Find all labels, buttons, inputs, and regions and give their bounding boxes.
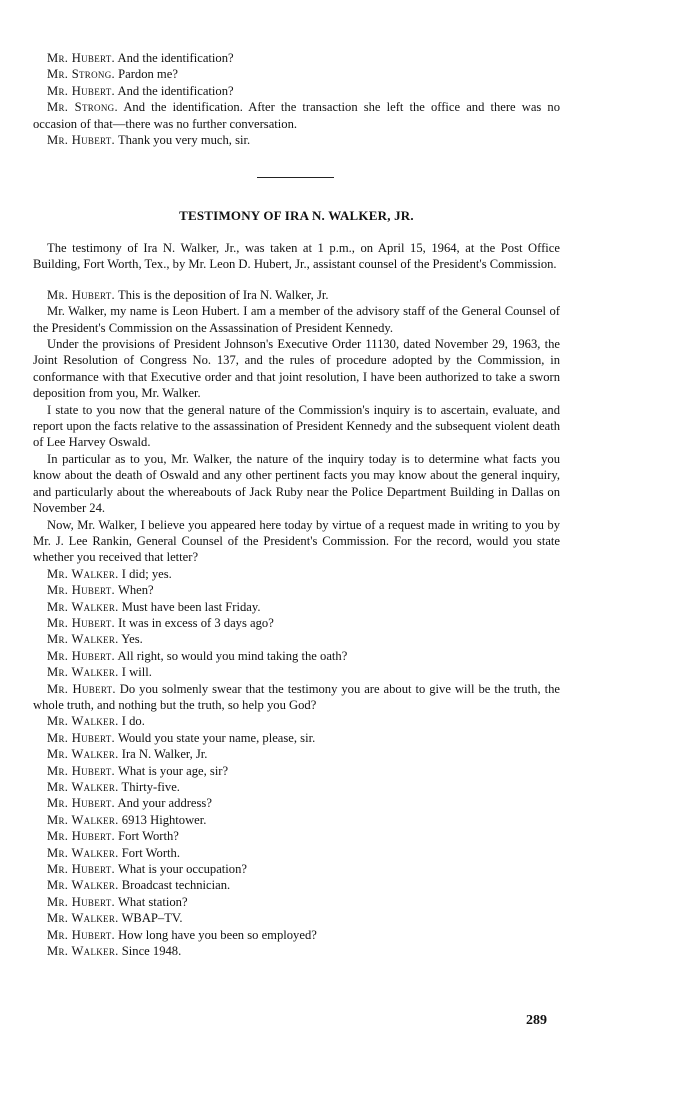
utterance: And the identification? [117, 51, 234, 65]
utterance: When? [117, 583, 154, 598]
speaker: Mr. Hubert. [47, 615, 116, 630]
dialogue-line [33, 402, 560, 451]
section-title: TESTIMONY OF IRA N. WALKER, JR. [179, 208, 414, 223]
speaker: Mr. Hubert. [47, 763, 116, 778]
speaker: Mr. Hubert. [47, 287, 116, 302]
speaker: Mr. Walker. [47, 599, 119, 614]
utterance: I do. [121, 714, 145, 729]
speaker: Mr. Hubert. [47, 730, 116, 745]
speaker: Mr. Walker. [47, 944, 119, 959]
dialogue-line [33, 648, 560, 664]
dialogue-line [33, 517, 560, 566]
dialogue-line [33, 877, 560, 893]
dialogue-line [33, 713, 560, 729]
dialogue-line [33, 763, 560, 779]
paragraph-spacer [33, 273, 560, 287]
speaker: Mr. Hubert. [47, 796, 116, 811]
dialogue-line [33, 132, 560, 148]
utterance: Thank you very much, sir. [117, 133, 251, 148]
utterance: Yes. [121, 632, 143, 647]
utterance: Broadcast technician. [121, 878, 231, 893]
dialogue-line [33, 812, 560, 828]
dialogue-line [33, 943, 560, 959]
utterance: Would you state your name, please, sir. [117, 730, 316, 745]
dialogue-line [33, 845, 560, 861]
page-number: 289 [526, 1013, 547, 1028]
utterance: I will. [121, 665, 152, 680]
utterance: Since 1948. [121, 944, 182, 959]
speaker: Mr. Walker. [47, 632, 119, 647]
utterance: It was in excess of 3 days ago? [118, 615, 274, 630]
dialogue-line [33, 730, 560, 746]
utterance: Under the provisions of President Johnson's Executive Order 11130, dated November 29, 1963, the Joint Resolution of Congress No. 137, and the rules of procedure adopted by the Commission, in conformance with that Executive order and that joint resolution, I have been authorized to take a sworn deposition from you, Mr. Walker. [33, 337, 560, 401]
speaker: Mr. Walker. [47, 665, 119, 680]
utterance: What station? [117, 894, 188, 909]
dialogue-line [33, 795, 560, 811]
dialogue-line [33, 631, 560, 647]
dialogue-line [33, 779, 560, 795]
utterance: 6913 Hightower. [121, 812, 207, 827]
dialogue-line [33, 66, 560, 82]
speaker: Mr. Hubert. [47, 83, 116, 98]
speaker: Mr. Hubert. [47, 133, 116, 148]
speaker: Mr. Walker. [47, 878, 119, 893]
speaker: Mr. Hubert. [47, 894, 116, 909]
speaker: Mr. Hubert. [47, 51, 116, 65]
speaker: Mr. Hubert. [47, 583, 116, 598]
dialogue-line [33, 681, 560, 714]
dialogue-line [33, 746, 560, 762]
speaker: Mr. Walker. [47, 812, 119, 827]
utterance: Thirty-five. [121, 780, 180, 794]
utterance: What is your age, sir? [117, 763, 229, 778]
utterance: What is your occupation? [117, 862, 247, 877]
dialogue-line [33, 303, 560, 336]
dialogue-line [33, 927, 560, 943]
dialogue-line [33, 50, 560, 66]
speaker: Mr. Walker. [47, 714, 119, 729]
speaker: Mr. Hubert. [47, 862, 116, 877]
speaker: Mr. Hubert. [47, 648, 116, 663]
speaker: Mr. Strong. [47, 100, 118, 115]
speaker: Mr. Hubert. [47, 681, 116, 696]
utterance: Pardon me? [118, 67, 178, 82]
speaker: Mr. Walker. [47, 845, 119, 860]
testimony-body [33, 240, 560, 959]
utterance: All right, so would you mind taking the oath? [117, 648, 348, 663]
utterance: Do you solmenly swear that the testimony you are about to give will be the truth, the whole truth, and nothing but the truth, so help you God? [33, 681, 560, 712]
speaker: Mr. Walker. [47, 911, 119, 926]
utterance: Now, Mr. Walker, I believe you appeared here today by virtue of a request made in writing to you by Mr. J. Lee Rankin, General Counsel of the President's Commission. For the record, would you state whether you received that letter? [33, 517, 560, 565]
speaker: Mr. Hubert. [47, 829, 116, 844]
utterance: And your address? [117, 796, 212, 811]
dialogue-line [33, 336, 560, 402]
utterance: How long have you been so employed? [118, 927, 317, 942]
utterance: Fort Worth. [121, 845, 180, 860]
intro-paragraph: The testimony of Ira N. Walker, Jr., was taken at 1 p.m., on April 15, 1964, at the Post Office Building, Fort Worth, Tex., by Mr. Leon D. Hubert, Jr., assistant counsel of the President's Commission. [33, 241, 560, 272]
previous-testimony-excerpt [33, 50, 560, 148]
dialogue-line [33, 599, 560, 615]
dialogue-line [33, 861, 560, 877]
utterance: This is the deposition of Ira N. Walker, Jr. [117, 287, 329, 302]
speaker: Mr. Walker. [47, 780, 119, 794]
speaker: Mr. Strong. [47, 67, 115, 82]
utterance: I state to you now that the general nature of the Commission's inquiry is to ascertain, evaluate, and report upon the facts relative to the assassination of President Kennedy and the subsequent violent death of Lee Harvey Oswald. [33, 402, 560, 450]
dialogue-line [33, 566, 560, 582]
utterance: Ira N. Walker, Jr. [121, 747, 208, 762]
speaker: Mr. Walker. [47, 566, 119, 581]
dialogue-line [33, 894, 560, 910]
utterance: And the identification? [117, 83, 234, 98]
dialogue-line [33, 828, 560, 844]
dialogue-line [33, 582, 560, 598]
dialogue-line [33, 451, 560, 517]
utterance: Must have been last Friday. [121, 599, 261, 614]
speaker: Mr. Walker. [47, 747, 119, 762]
dialogue-line [33, 664, 560, 680]
dialogue-line [33, 99, 560, 132]
dialogue-line [33, 910, 560, 926]
speaker: Mr. Hubert. [47, 927, 116, 942]
dialogue-line [33, 615, 560, 631]
utterance: Fort Worth? [118, 829, 179, 844]
dialogue-line [33, 287, 560, 303]
utterance: Mr. Walker, my name is Leon Hubert. I am a member of the advisory staff of the General Counsel of the President's Commission on the Assassination of President Kennedy. [33, 304, 560, 335]
testimony-lines [33, 287, 560, 960]
utterance: And the identification. After the transaction she left the office and there was no occasion of that—there was no further conversation. [33, 100, 560, 131]
utterance: WBAP–TV. [121, 911, 183, 926]
utterance: In particular as to you, Mr. Walker, the nature of the inquiry today is to determine what facts you know about the death of Oswald and any other pertinent facts you may know about the general inquiry, and particularly about the whereabouts of Jack Ruby near the Police Department Building in Dallas on November 24. [33, 451, 560, 516]
section-divider [257, 177, 334, 178]
utterance: I did; yes. [121, 566, 172, 581]
dialogue-line [33, 83, 560, 99]
